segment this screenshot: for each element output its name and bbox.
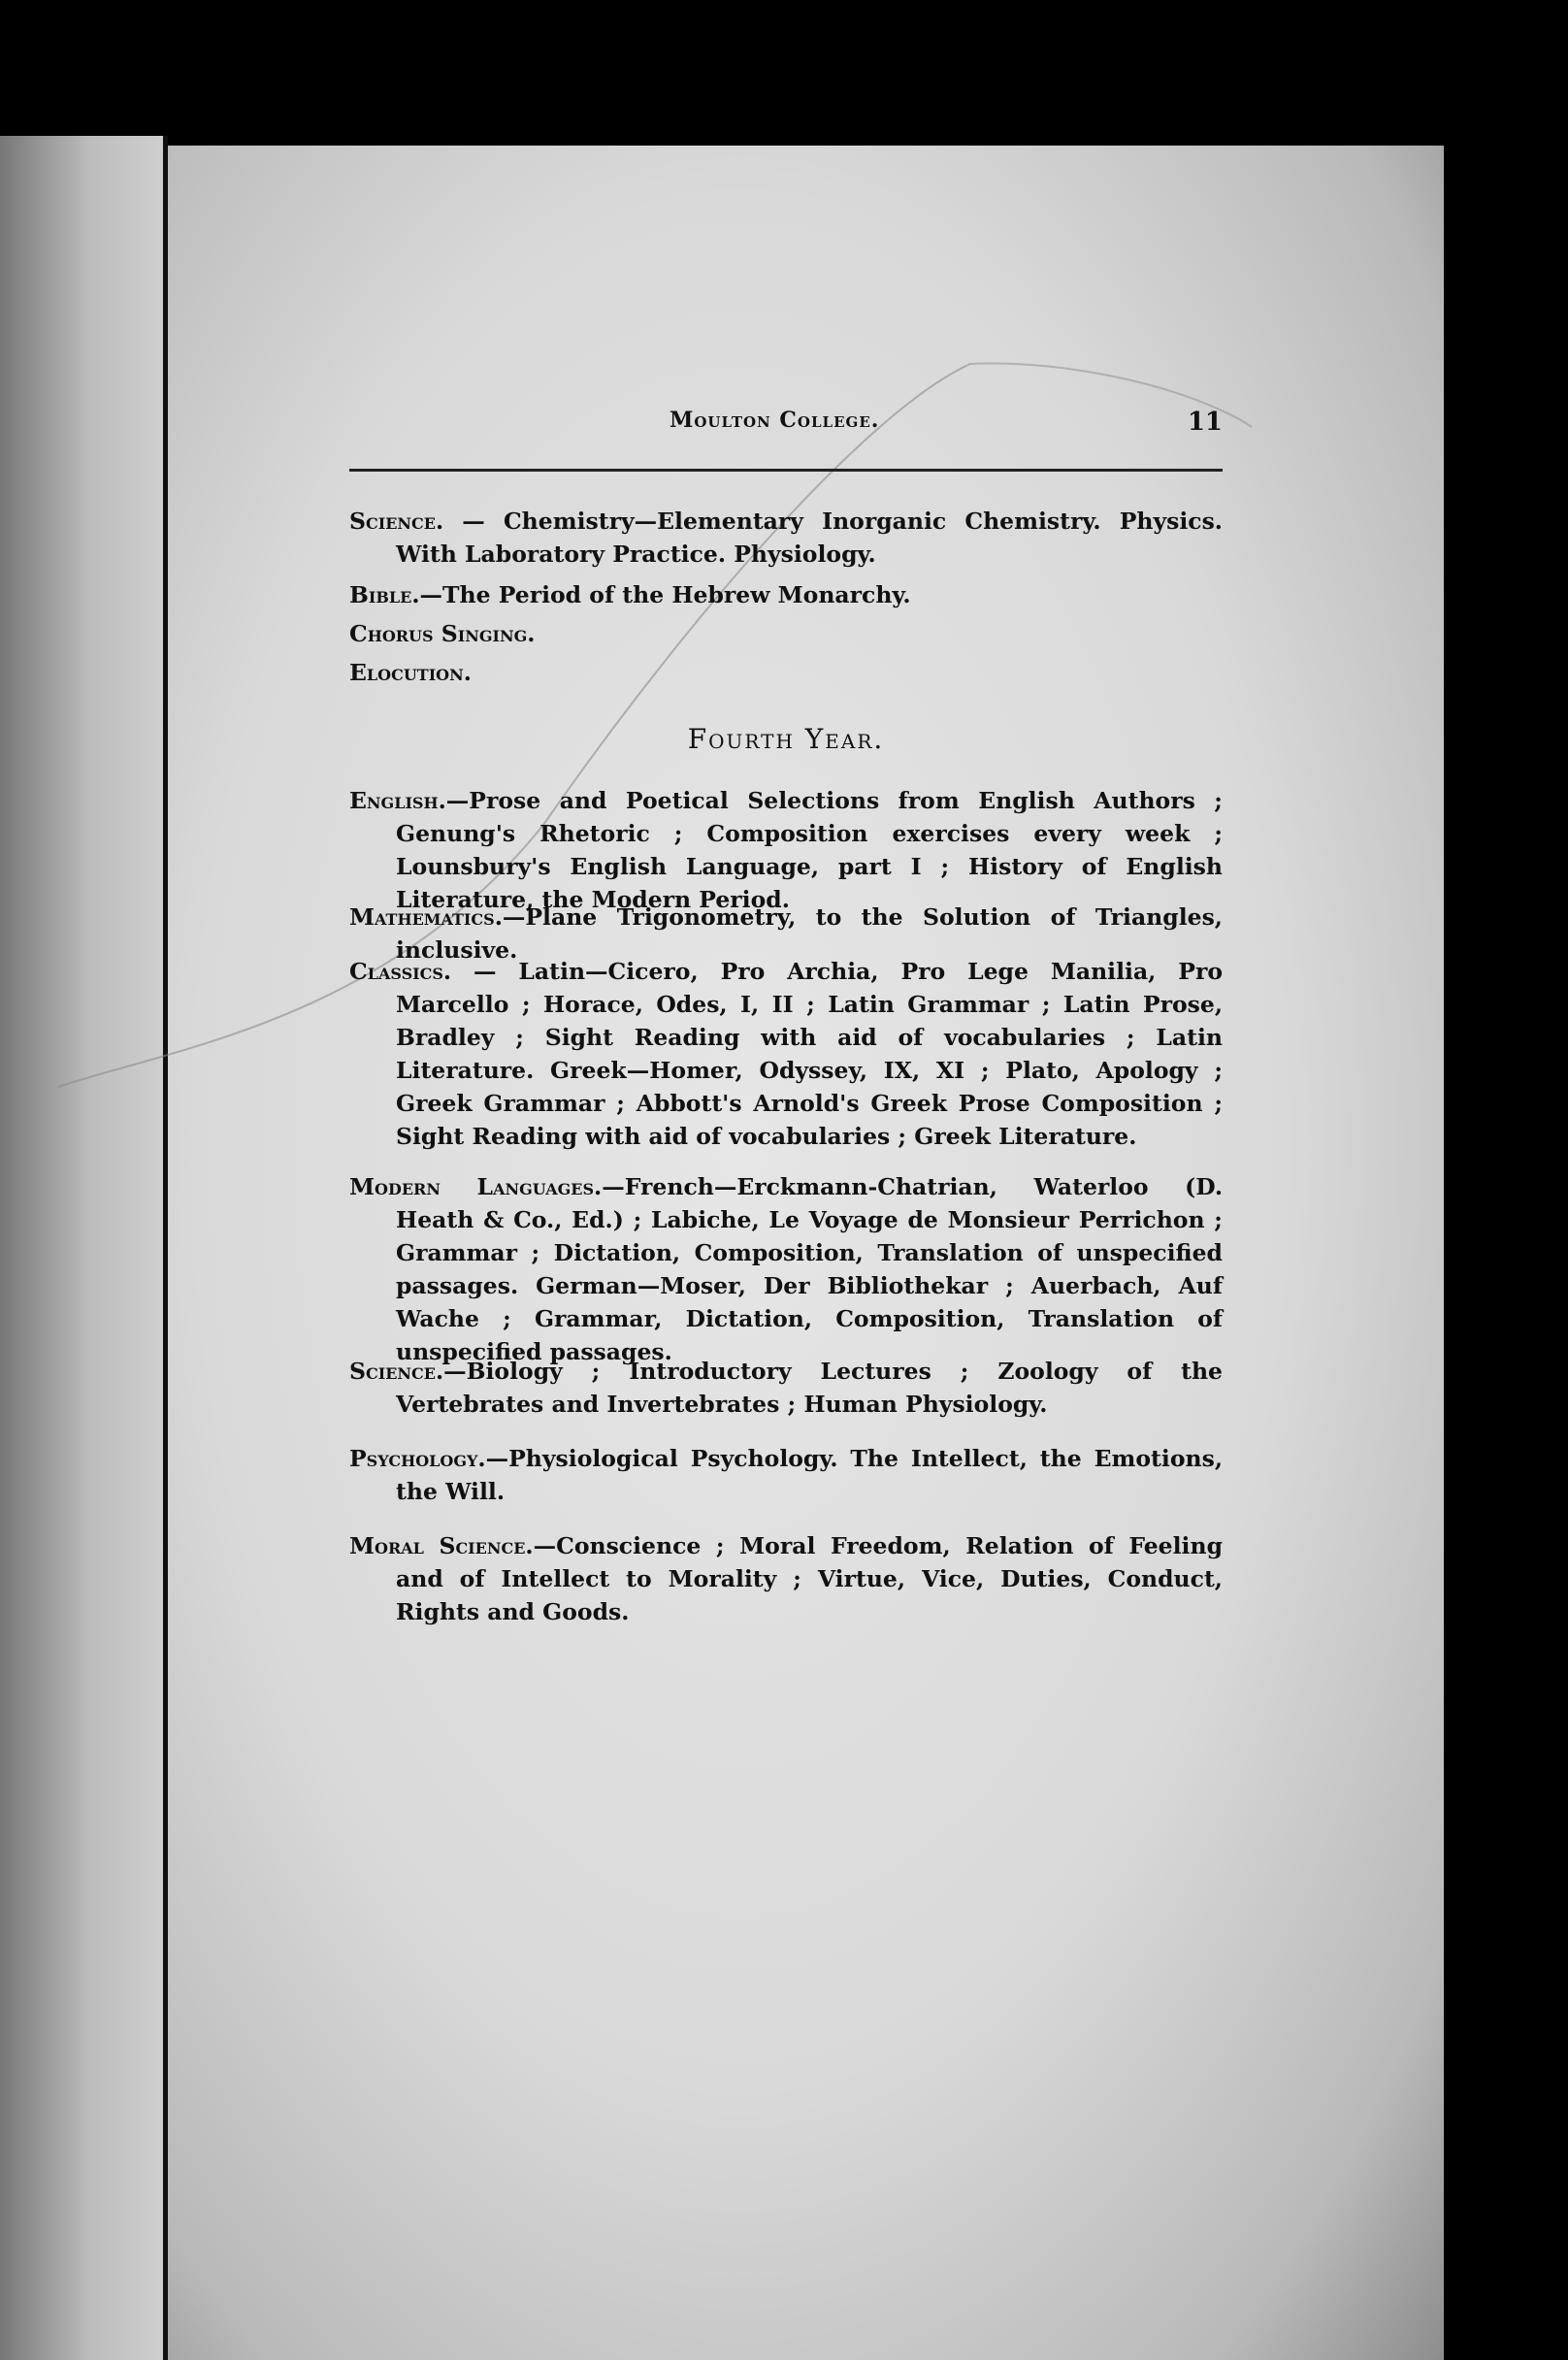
entry-text: —Conscience ; Moral Freedom, Relation of Feeling and of Intellect to Morality ; Virtue, Vice, Duties, Conduct, Rights and Goods. [396, 1532, 1223, 1625]
entry-chorus-singing [349, 617, 1223, 650]
entry-psychology [349, 1442, 1223, 1508]
entry-head: Bible. [349, 581, 420, 608]
entry-elocution [349, 656, 1223, 689]
entry-classics [349, 955, 1223, 1153]
page-number: 11 [1187, 408, 1223, 437]
entry-science-third [349, 505, 1223, 571]
entry-science-fourth [349, 1355, 1223, 1421]
entry-head: Mathematics. [349, 903, 503, 931]
entry-text: —French—Erckmann-Chatrian, Waterloo (D. Heath & Co., Ed.) ; Labiche, Le Voyage de Monsieur Perrichon ; Grammar ; Dictation, Composition, Translation of unspecified passages. German—Moser, Der Bibliothekar ; Auerbach, Auf Wache ; Grammar, Dictation, Composition, Translation of unspecified passages. [396, 1173, 1223, 1365]
entry-head: Psychology. [349, 1445, 486, 1472]
entry-head: Elocution. [349, 659, 472, 686]
running-title: Moulton College. [670, 408, 880, 433]
section-heading-fourth-year: Fourth Year. [687, 723, 885, 755]
entry-head: Science. [349, 508, 444, 535]
entry-text: —Physiological Psychology. The Intellect, the Emotions, the Will. [396, 1445, 1223, 1505]
entry-text: — Chemistry—Elementary Inorganic Chemistry. Physics. With Laboratory Practice. Physiology. [396, 508, 1223, 568]
header-rule [349, 469, 1223, 472]
entry-head: English. [349, 787, 446, 814]
entry-head: Moral Science. [349, 1532, 534, 1559]
entry-head: Science. [349, 1358, 444, 1385]
entry-text: —Biology ; Introductory Lectures ; Zoology of the Vertebrates and Invertebrates ; Human Physiology. [396, 1358, 1223, 1418]
entry-english [349, 784, 1223, 916]
entry-bible [349, 578, 1223, 611]
entry-text: —Plane Trigonometry, to the Solution of Triangles, inclusive. [396, 903, 1223, 964]
entry-moral-science [349, 1529, 1223, 1628]
entry-head: Modern Languages. [349, 1173, 603, 1200]
entry-text: — Latin—Cicero, Pro Archia, Pro Lege Manilia, Pro Marcello ; Horace, Odes, I, II ; Latin Grammar ; Latin Prose, Bradley ; Sight Reading with aid of vocabularies ; Latin Literature. Greek—Homer, Odyssey, IX, XI ; Plato, Apology ; Greek Grammar ; Abbott's Arnold's Greek Prose Composition ; Sight Reading with aid of vocabularies ; Greek Literature. [396, 958, 1223, 1150]
entry-text: —Prose and Poetical Selections from English Authors ; Genung's Rhetoric ; Composition exercises every week ; Lounsbury's English Language, part I ; History of English Literature, the Modern Period. [396, 787, 1223, 913]
running-head [349, 408, 1223, 446]
entry-head: Classics. [349, 958, 452, 985]
entry-head: Chorus Singing. [349, 620, 536, 647]
entry-modern-languages [349, 1170, 1223, 1368]
entry-text: —The Period of the Hebrew Monarchy. [419, 581, 911, 608]
